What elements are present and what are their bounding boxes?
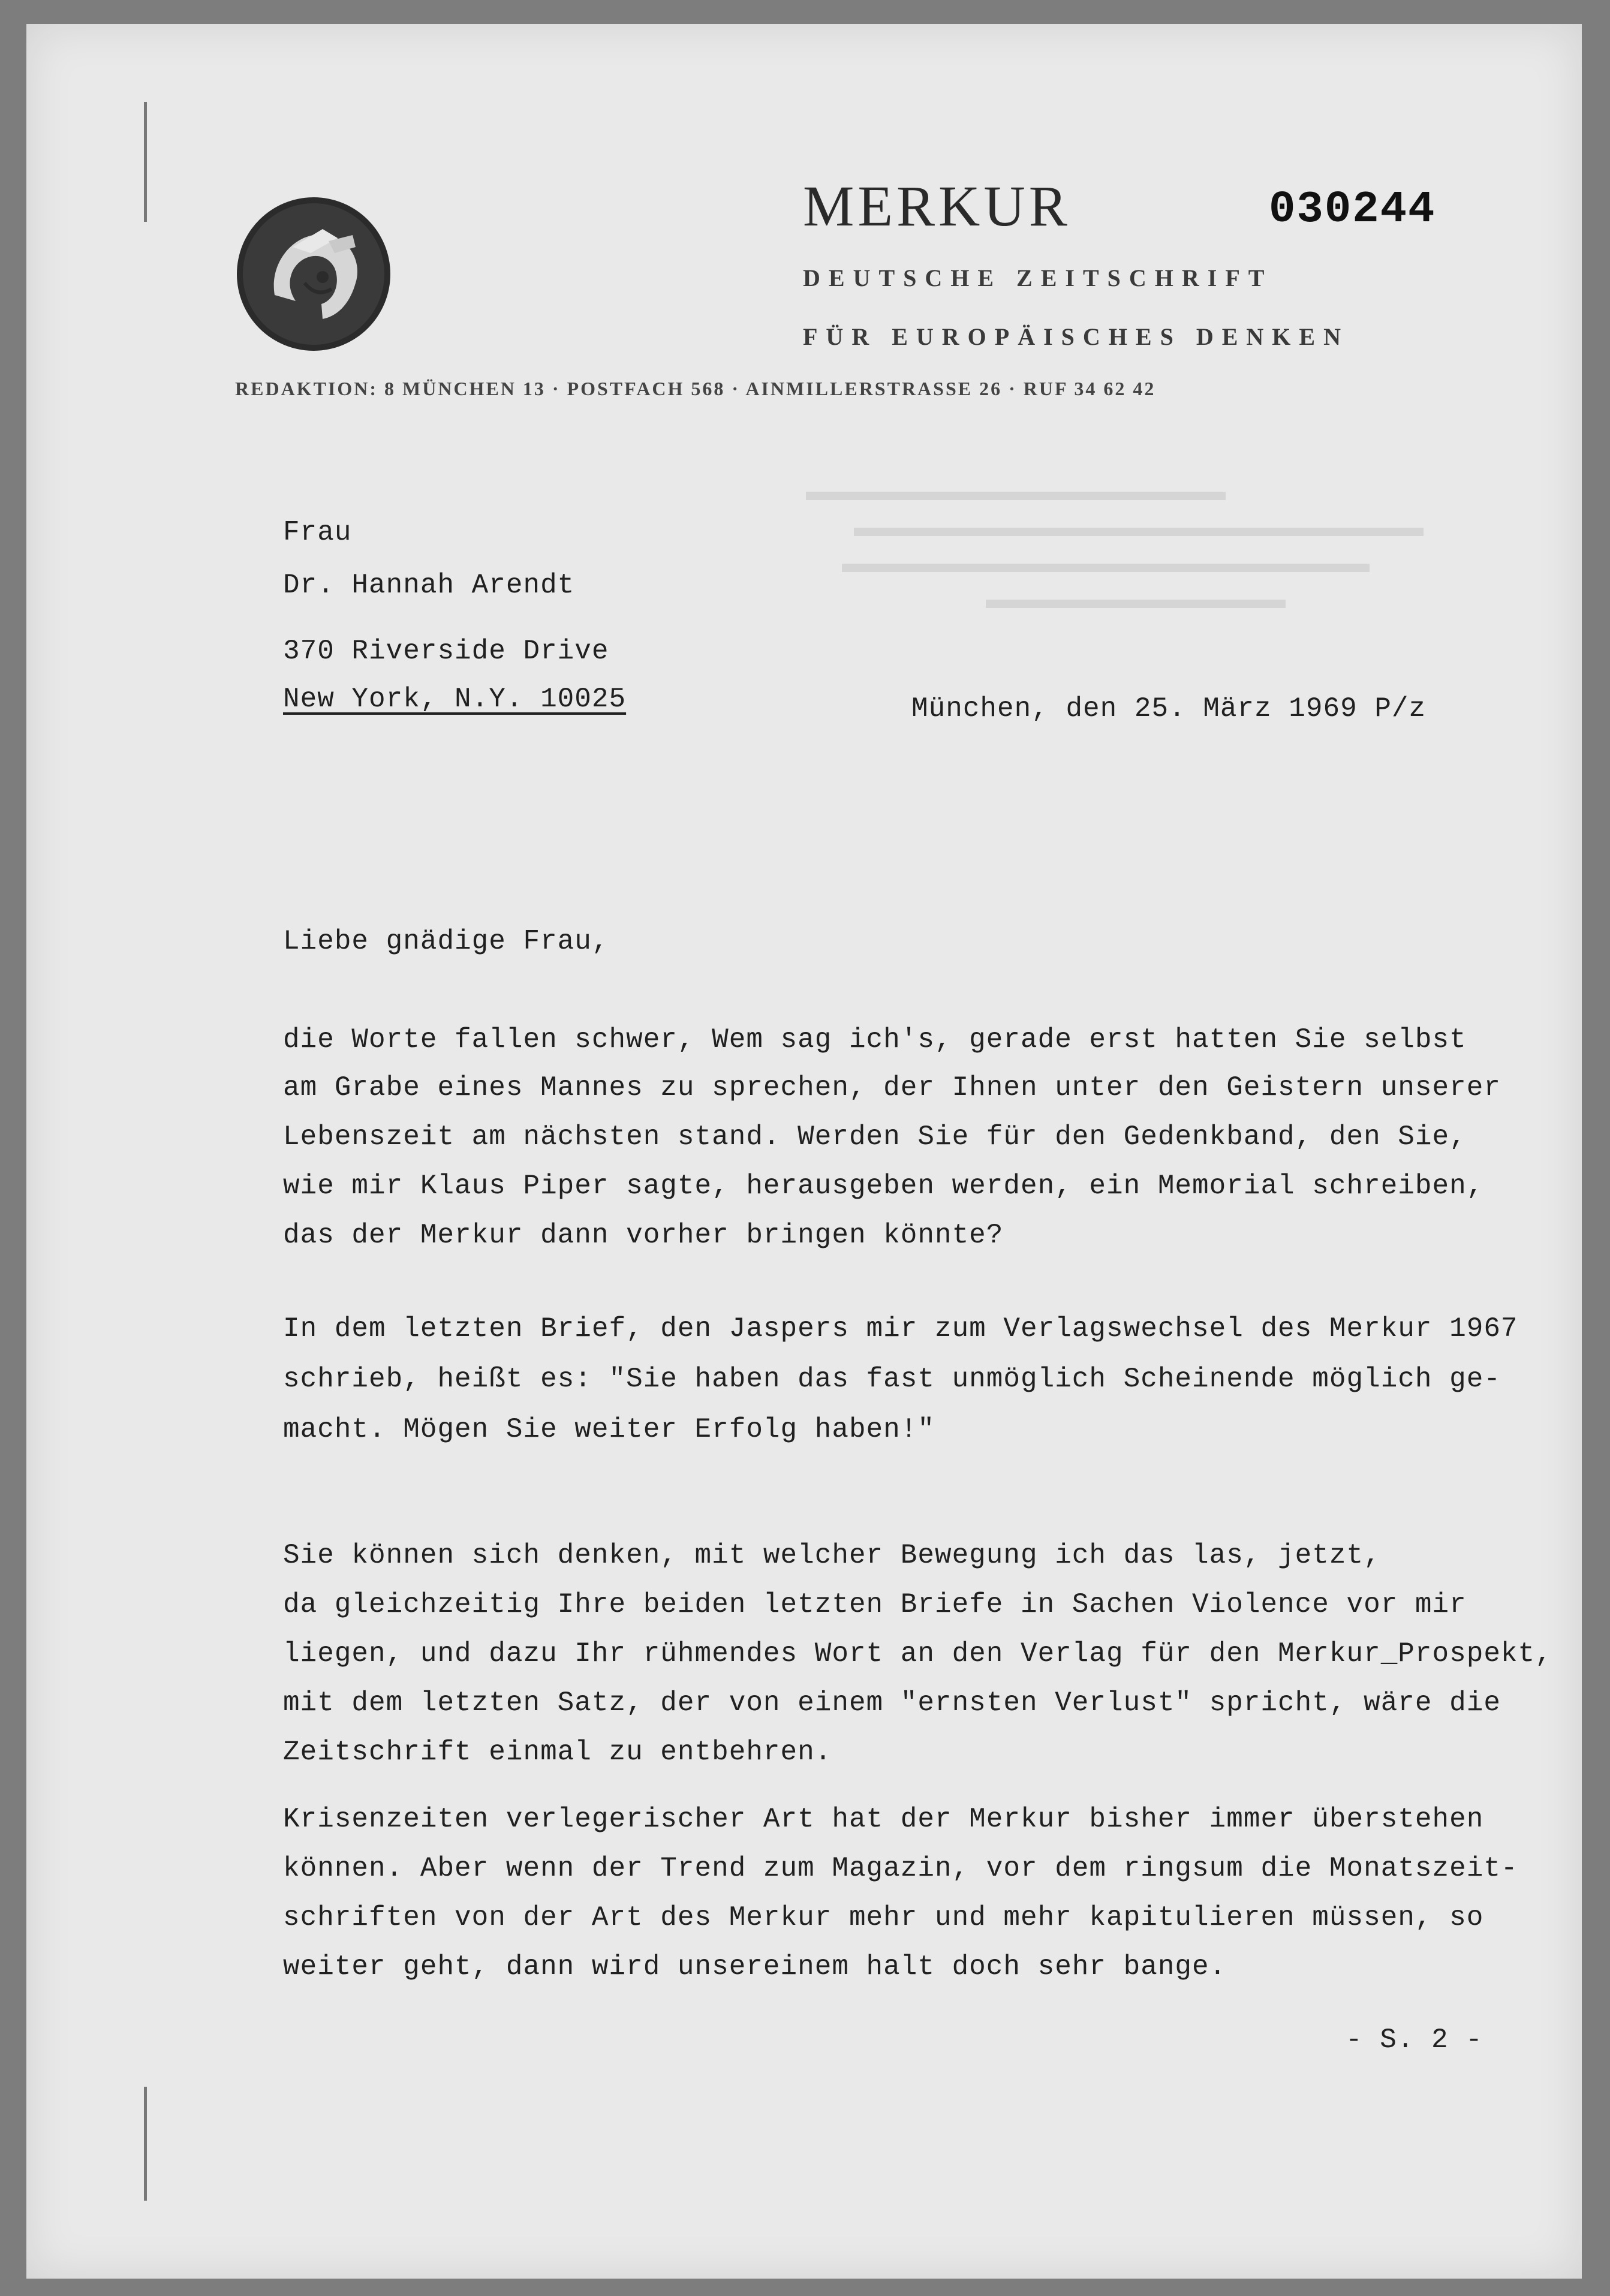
paragraph-line: Lebenszeit am nächsten stand. Werden Sie für den Gedenkband, den Sie, (283, 1121, 1467, 1152)
greeting: Liebe gnädige Frau, (283, 926, 609, 957)
paragraph-line: weiter geht, dann wird unsereinem halt doch sehr bange. (283, 1951, 1227, 1982)
paragraph-line: Krisenzeiten verlegerischer Art hat der Merkur bisher immer überstehen (283, 1804, 1484, 1835)
paragraph-line: Sie können sich denken, mit welcher Bewegung ich das las, jetzt, (283, 1540, 1381, 1571)
binding-mark-bottom (144, 2087, 147, 2201)
show-through-texture (806, 480, 1465, 630)
recipient-title: Frau (283, 517, 352, 548)
paragraph-line: In dem letzten Brief, den Jaspers mir zum Verlagswechsel des Merkur 1967 (283, 1313, 1518, 1344)
binding-mark-top (144, 102, 147, 222)
recipient-city: New York, N.Y. 10025 (283, 684, 627, 715)
paragraph-line: am Grabe eines Mannes zu sprechen, der Ihnen unter den Geistern unserer (283, 1072, 1501, 1103)
paragraph-line: da gleichzeitig Ihre beiden letzten Briefe in Sachen Violence vor mir (283, 1589, 1467, 1620)
archive-number-stamp: 030244 (1269, 185, 1436, 235)
paragraph-line: liegen, und dazu Ihr rühmendes Wort an den Verlag für den Merkur_Prospekt, (283, 1638, 1552, 1669)
paragraph-line: wie mir Klaus Piper sagte, herausgeben werden, ein Memorial schreiben, (283, 1170, 1484, 1202)
masthead-address: REDAKTION: 8 MÜNCHEN 13 · POSTFACH 568 · AINMILLERSTRASSE 26 · RUF 34 62 42 (235, 378, 1156, 399)
page-continuation-marker: - S. 2 - (1346, 2024, 1483, 2056)
paragraph-line: macht. Mögen Sie weiter Erfolg haben!" (283, 1414, 935, 1445)
paragraph-line: die Worte fallen schwer, Wem sag ich's, gerade erst hatten Sie selbst (283, 1024, 1467, 1055)
masthead-subtitle-2: FÜR EUROPÄISCHES DENKEN (803, 323, 1349, 350)
masthead-title: MERKUR (803, 174, 1071, 238)
paragraph-line: können. Aber wenn der Trend zum Magazin, vor dem ringsum die Monatszeit- (283, 1853, 1518, 1884)
paragraph-line: das der Merkur dann vorher bringen könnte? (283, 1220, 1004, 1251)
paragraph-line: Zeitschrift einmal zu entbehren. (283, 1737, 832, 1768)
paragraph-line: schriften von der Art des Merkur mehr und mehr kapitulieren müssen, so (283, 1902, 1484, 1933)
recipient-street: 370 Riverside Drive (283, 636, 609, 667)
letter-page (26, 24, 1582, 2279)
paragraph-line: schrieb, heißt es: "Sie haben das fast unmöglich Scheinende möglich ge- (283, 1364, 1501, 1395)
masthead-subtitle-1: DEUTSCHE ZEITSCHRIFT (803, 264, 1273, 291)
paragraph-line: mit dem letzten Satz, der von einem "ernsten Verlust" spricht, wäre die (283, 1687, 1501, 1719)
hermes-coin-logo-icon (233, 193, 395, 355)
date-line: München, den 25. März 1969 P/z (911, 693, 1427, 724)
recipient-name: Dr. Hannah Arendt (283, 570, 575, 601)
